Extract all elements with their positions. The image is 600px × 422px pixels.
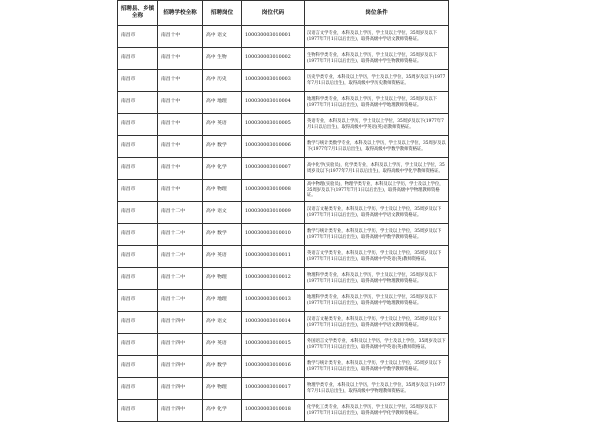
- county-cell: 南昌市: [118, 92, 158, 114]
- table-body: [118, 26, 449, 422]
- position-cell: 高中 地理: [203, 290, 242, 312]
- table-row: [118, 356, 449, 378]
- school-cell: 南昌十四中: [158, 334, 203, 356]
- school-cell: 南昌十四中: [158, 356, 203, 378]
- code-cell: 100030003010016: [242, 356, 305, 378]
- code-cell: 100030003010002: [242, 48, 305, 70]
- county-cell: 南昌市: [118, 312, 158, 334]
- table-row: [118, 202, 449, 224]
- header-position: 招聘岗位: [203, 1, 242, 26]
- county-cell: 南昌市: [118, 246, 158, 268]
- condition-cell: 汉语言文学专业，本科及以上学历，学士及以上学位，35周岁及以下(1977年7月1日以后出生)，取得高级中学语文教师资格证。: [305, 26, 449, 48]
- code-cell: 100030003010010: [242, 224, 305, 246]
- table-row: [118, 334, 449, 356]
- condition-cell: 化学化工类专业，本科及以上学历，学士及以上学位，35周岁及以下(1977年7月1日以后出生)，取得高级中学化学教师资格证。: [305, 400, 449, 422]
- position-cell: 高中 化学: [203, 400, 242, 422]
- code-cell: 100030003010017: [242, 378, 305, 400]
- table-row: [118, 48, 449, 70]
- condition-cell: 高中物理(实验员)，物理学类专业，本科及以上学历，学士及以上学位，35周岁及以下(1977年7月1日以后出生)，取得高级中学物理教师资格证。: [305, 180, 449, 202]
- school-cell: 南昌十中: [158, 48, 203, 70]
- position-cell: 高中 物理: [203, 180, 242, 202]
- condition-cell: 汉语言文秘类专业，本科及以上学历，学士及以上学位，35周岁及以下(1977年7月1日以后出生)，取得高级中学语文教师资格证。: [305, 202, 449, 224]
- code-cell: 100030003010001: [242, 26, 305, 48]
- school-cell: 南昌十中: [158, 158, 203, 180]
- condition-cell: 历史学类专业，本科及以上学历，学士及以上学位，35周岁及以下(1977年7月1日以后出生)，取得高级中学历史教师资格证。: [305, 70, 449, 92]
- position-cell: 高中 历史: [203, 70, 242, 92]
- county-cell: 南昌市: [118, 268, 158, 290]
- position-cell: 高中 化学: [203, 158, 242, 180]
- school-cell: 南昌十中: [158, 136, 203, 158]
- condition-cell: 外国语言文学类专业，本科及以上学历，学士及以上学位，35周岁及以下(1977年7月1日以后出生)，取得高级中学英语(英)教师资格证。: [305, 334, 449, 356]
- position-cell: 高中 数学: [203, 224, 242, 246]
- position-cell: 高中 物理: [203, 378, 242, 400]
- position-cell: 高中 地理: [203, 92, 242, 114]
- school-cell: 南昌十中: [158, 92, 203, 114]
- recruitment-table-sheet: [117, 0, 448, 416]
- county-cell: 南昌市: [118, 224, 158, 246]
- position-cell: 高中 物理: [203, 268, 242, 290]
- county-cell: 南昌市: [118, 334, 158, 356]
- position-cell: 高中 生物: [203, 48, 242, 70]
- school-cell: 南昌十四中: [158, 312, 203, 334]
- table-row: [118, 92, 449, 114]
- position-cell: 高中 语文: [203, 26, 242, 48]
- school-cell: 南昌十中: [158, 114, 203, 136]
- table-row: [118, 290, 449, 312]
- county-cell: 南昌市: [118, 114, 158, 136]
- condition-cell: 生物科学类专业，本科及以上学历，学士及以上学位，35周岁及以下(1977年7月1日以后出生)，取得高级中学生物教师资格证。: [305, 48, 449, 70]
- code-cell: 100030003010014: [242, 312, 305, 334]
- county-cell: 南昌市: [118, 378, 158, 400]
- school-cell: 南昌十四中: [158, 400, 203, 422]
- county-cell: 南昌市: [118, 400, 158, 422]
- school-cell: 南昌十中: [158, 26, 203, 48]
- school-cell: 南昌十中: [158, 180, 203, 202]
- position-cell: 高中 语文: [203, 202, 242, 224]
- table-row: [118, 224, 449, 246]
- code-cell: 100030003010006: [242, 136, 305, 158]
- position-cell: 高中 英语: [203, 334, 242, 356]
- header-row: [118, 1, 449, 26]
- table-row: [118, 136, 449, 158]
- table-row: [118, 180, 449, 202]
- table-row: [118, 378, 449, 400]
- condition-cell: 物理科学类专业，本科及以上学历，学士及以上学位，35周岁及以下(1977年7月1日以后出生)，取得高级中学物理教师资格证。: [305, 268, 449, 290]
- county-cell: 南昌市: [118, 70, 158, 92]
- code-cell: 100030003010005: [242, 114, 305, 136]
- condition-cell: 高中化学(实验员)，化学类专业，本科及以上学历，学士及以上学位，35周岁及以下(1977年7月1日以后出生)，取得高级中学化学教师资格证。: [305, 158, 449, 180]
- condition-cell: 地理科学类专业，本科及以上学历，学士及以上学位，35周岁及以下(1977年7月1日以后出生)，取得高级中学地理教师资格证。: [305, 290, 449, 312]
- county-cell: 南昌市: [118, 202, 158, 224]
- table-row: [118, 312, 449, 334]
- county-cell: 南昌市: [118, 290, 158, 312]
- header-county: 招聘县、乡镇全称: [118, 1, 158, 26]
- condition-cell: 地理科学类专业，本科及以上学历，学士及以上学位，35周岁及以下(1977年7月1日以后出生)，取得高级中学地理教师资格证。: [305, 92, 449, 114]
- code-cell: 100030003010003: [242, 70, 305, 92]
- code-cell: 100030003010018: [242, 400, 305, 422]
- position-cell: 高中 数学: [203, 356, 242, 378]
- school-cell: 南昌十二中: [158, 268, 203, 290]
- code-cell: 100030003010007: [242, 158, 305, 180]
- condition-cell: 英语言文学类专业，本科及以上学历，学士及以上学位，35周岁及以下(1977年7月1日以后出生)，取得高级中学英语(英)教师资格证。: [305, 246, 449, 268]
- code-cell: 100030003010012: [242, 268, 305, 290]
- code-cell: 100030003010004: [242, 92, 305, 114]
- condition-cell: 物理学类专业，本科及以上学历，学士及以上学位，35周岁及以下(1977年7月1日以后出生)，取得高级中学物理教师资格证。: [305, 378, 449, 400]
- header-code: 岗位代码: [242, 1, 305, 26]
- county-cell: 南昌市: [118, 180, 158, 202]
- code-cell: 100030003010015: [242, 334, 305, 356]
- school-cell: 南昌十二中: [158, 224, 203, 246]
- code-cell: 100030003010009: [242, 202, 305, 224]
- condition-cell: 数学与统计类专业，本科及以上学历，学士及以上学位，35周岁及以下(1977年7月1日以后出生)，取得高级中学数学教师资格证。: [305, 356, 449, 378]
- table-row: [118, 246, 449, 268]
- condition-cell: 数学与统计类专业，本科及以上学历，学士及以上学位，35周岁及以下(1977年7月1日以后出生)，取得高级中学数学教师资格证。: [305, 224, 449, 246]
- position-cell: 高中 英语: [203, 114, 242, 136]
- position-cell: 高中 数学: [203, 136, 242, 158]
- condition-cell: 英语专业，本科及以上学历，学士及以上学位，35周岁及以下(1977年7月1日以后出生)，取得高级中学英语(英)语教师资格证。: [305, 114, 449, 136]
- table-row: [118, 114, 449, 136]
- table-row: [118, 158, 449, 180]
- position-cell: 高中 语文: [203, 312, 242, 334]
- county-cell: 南昌市: [118, 136, 158, 158]
- position-cell: 高中 英语: [203, 246, 242, 268]
- header-condition: 岗位条件: [305, 1, 449, 26]
- table-row: [118, 26, 449, 48]
- table-row: [118, 70, 449, 92]
- header-school: 招聘学校全称: [158, 1, 203, 26]
- county-cell: 南昌市: [118, 158, 158, 180]
- school-cell: 南昌十二中: [158, 202, 203, 224]
- table-row: [118, 268, 449, 290]
- code-cell: 100030003010008: [242, 180, 305, 202]
- school-cell: 南昌十四中: [158, 378, 203, 400]
- county-cell: 南昌市: [118, 356, 158, 378]
- school-cell: 南昌十二中: [158, 246, 203, 268]
- condition-cell: 数学与统计类数学专业，本科及以上学历，学士及以上学位，35周岁及以下(1977年7月1日以后出生)，取得高级中学数学教师资格证。: [305, 136, 449, 158]
- school-cell: 南昌十中: [158, 70, 203, 92]
- code-cell: 100030003010013: [242, 290, 305, 312]
- county-cell: 南昌市: [118, 26, 158, 48]
- county-cell: 南昌市: [118, 48, 158, 70]
- code-cell: 100030003010011: [242, 246, 305, 268]
- school-cell: 南昌十二中: [158, 290, 203, 312]
- table-row: [118, 400, 449, 422]
- recruitment-table: [117, 0, 449, 422]
- condition-cell: 汉语言文秘类专业，本科及以上学历，学士及以上学位，35周岁及以下(1977年7月1日以后出生)，取得高级中学语文教师资格证。: [305, 312, 449, 334]
